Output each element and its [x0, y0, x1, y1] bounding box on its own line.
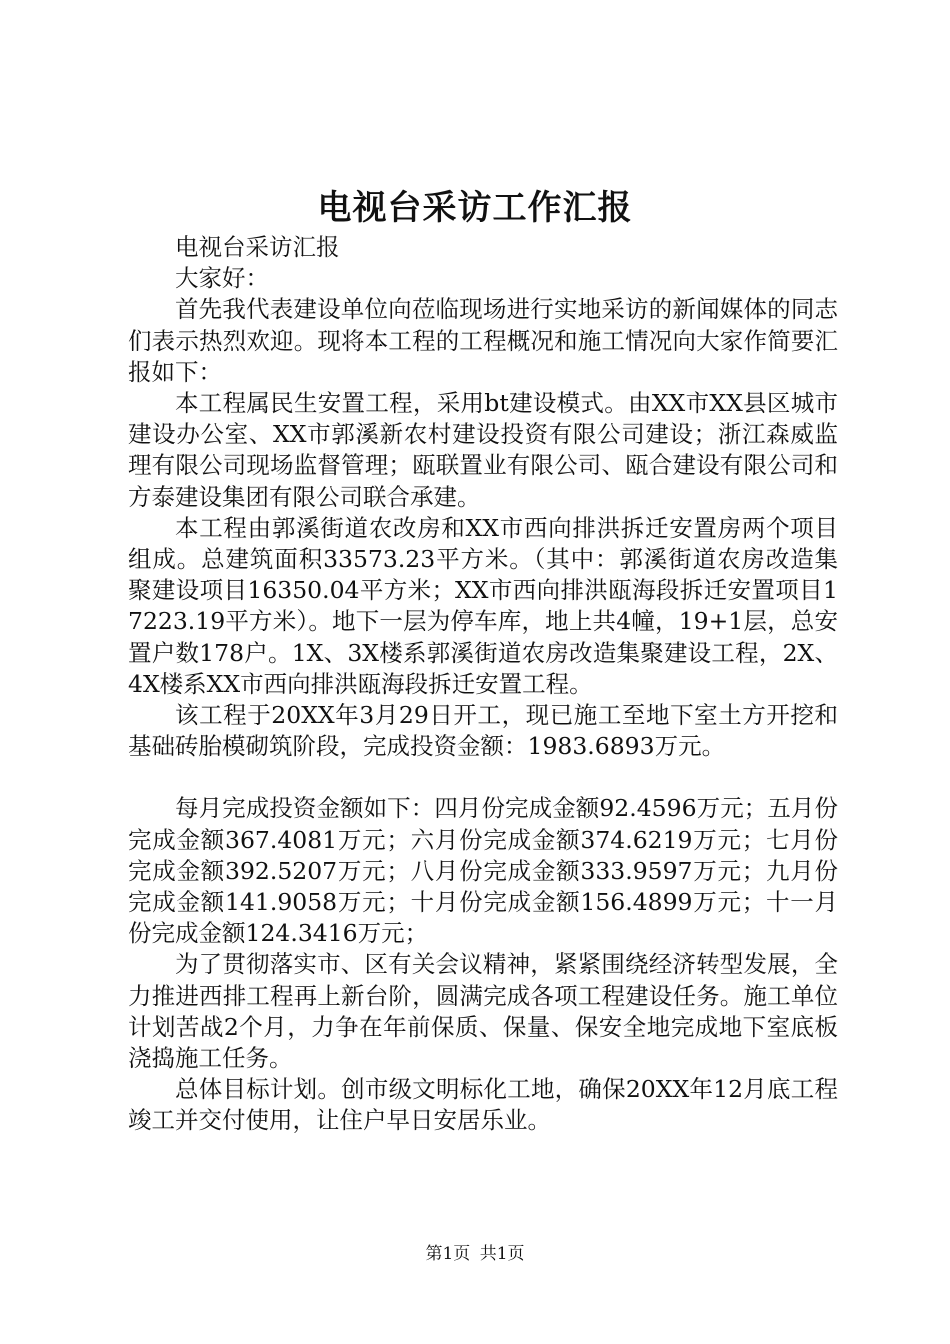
paragraph-overall-goal: 总体目标计划。创市级文明标化工地，确保20XX年12月底工程竣工并交付使用，让住户早日安居乐业。 [128, 1075, 838, 1135]
paragraph-project-type: 本工程属民生安置工程，采用bt建设模式。由XX市XX县区城市建设办公室、XX市郭溪新农村建设投资有限公司建设；浙江森威监理有限公司现场监督管理；瓯联置业有限公司、瓯合建设有限公司和方泰建设集团有限公司联合承建。 [128, 389, 838, 511]
paragraph-subtitle: 电视台采访汇报 [175, 233, 340, 261]
paragraph-greeting: 大家好： [175, 264, 269, 293]
page-footer [0, 1242, 950, 1266]
document-body [128, 232, 838, 1137]
document-title: 电视台采访工作汇报 [317, 188, 633, 228]
paragraph-progress: 该工程于20XX年3月29日开工，现已施工至地下室土方开挖和基础砖胎模砌筑阶段，完成投资金额：1983.6893万元。 [128, 701, 838, 761]
paragraph-plan: 为了贯彻落实市、区有关会议精神，紧紧围绕经济转型发展，全力推进西排工程再上新台阶，圆满完成各项工程建设任务。施工单位计划苦战2个月，力争在年前保质、保量、保安全地完成地下室底板浇捣施工任务。 [128, 950, 838, 1073]
page-total: 共1页 [479, 1244, 525, 1264]
page-number: 第1页 [425, 1244, 471, 1264]
paragraph-monthly-investment: 每月完成投资金额如下：四月份完成金额92.4596万元；五月份完成金额367.4081万元；六月份完成金额374.6219万元；七月份完成金额392.5207万元；八月份完成金额333.9597万元；九月份完成金额141.9058万元；十月份完成金额156.4899万元；十一月份完成金额124.3416万元； [128, 794, 838, 948]
paragraph-project-composition: 本工程由郭溪街道农改房和XX市西向排洪拆迁安置房两个项目组成。总建筑面积33573.23平方米。（其中：郭溪街道农房改造集聚建设项目16350.04平方米；XX市西向排洪瓯海段拆迁安置项目17223.19平方米）。地下一层为停车库，地上共4幢，19+1层，总安置户数178户。1X、3X楼系郭溪街道农房改造集聚建设工程，2X、4X楼系XX市西向排洪瓯海段拆迁安置工程。 [128, 513, 838, 698]
paragraph-intro: 首先我代表建设单位向莅临现场进行实地采访的新闻媒体的同志们表示热烈欢迎。现将本工程的工程概况和施工情况向大家作简要汇报如下： [128, 295, 838, 386]
